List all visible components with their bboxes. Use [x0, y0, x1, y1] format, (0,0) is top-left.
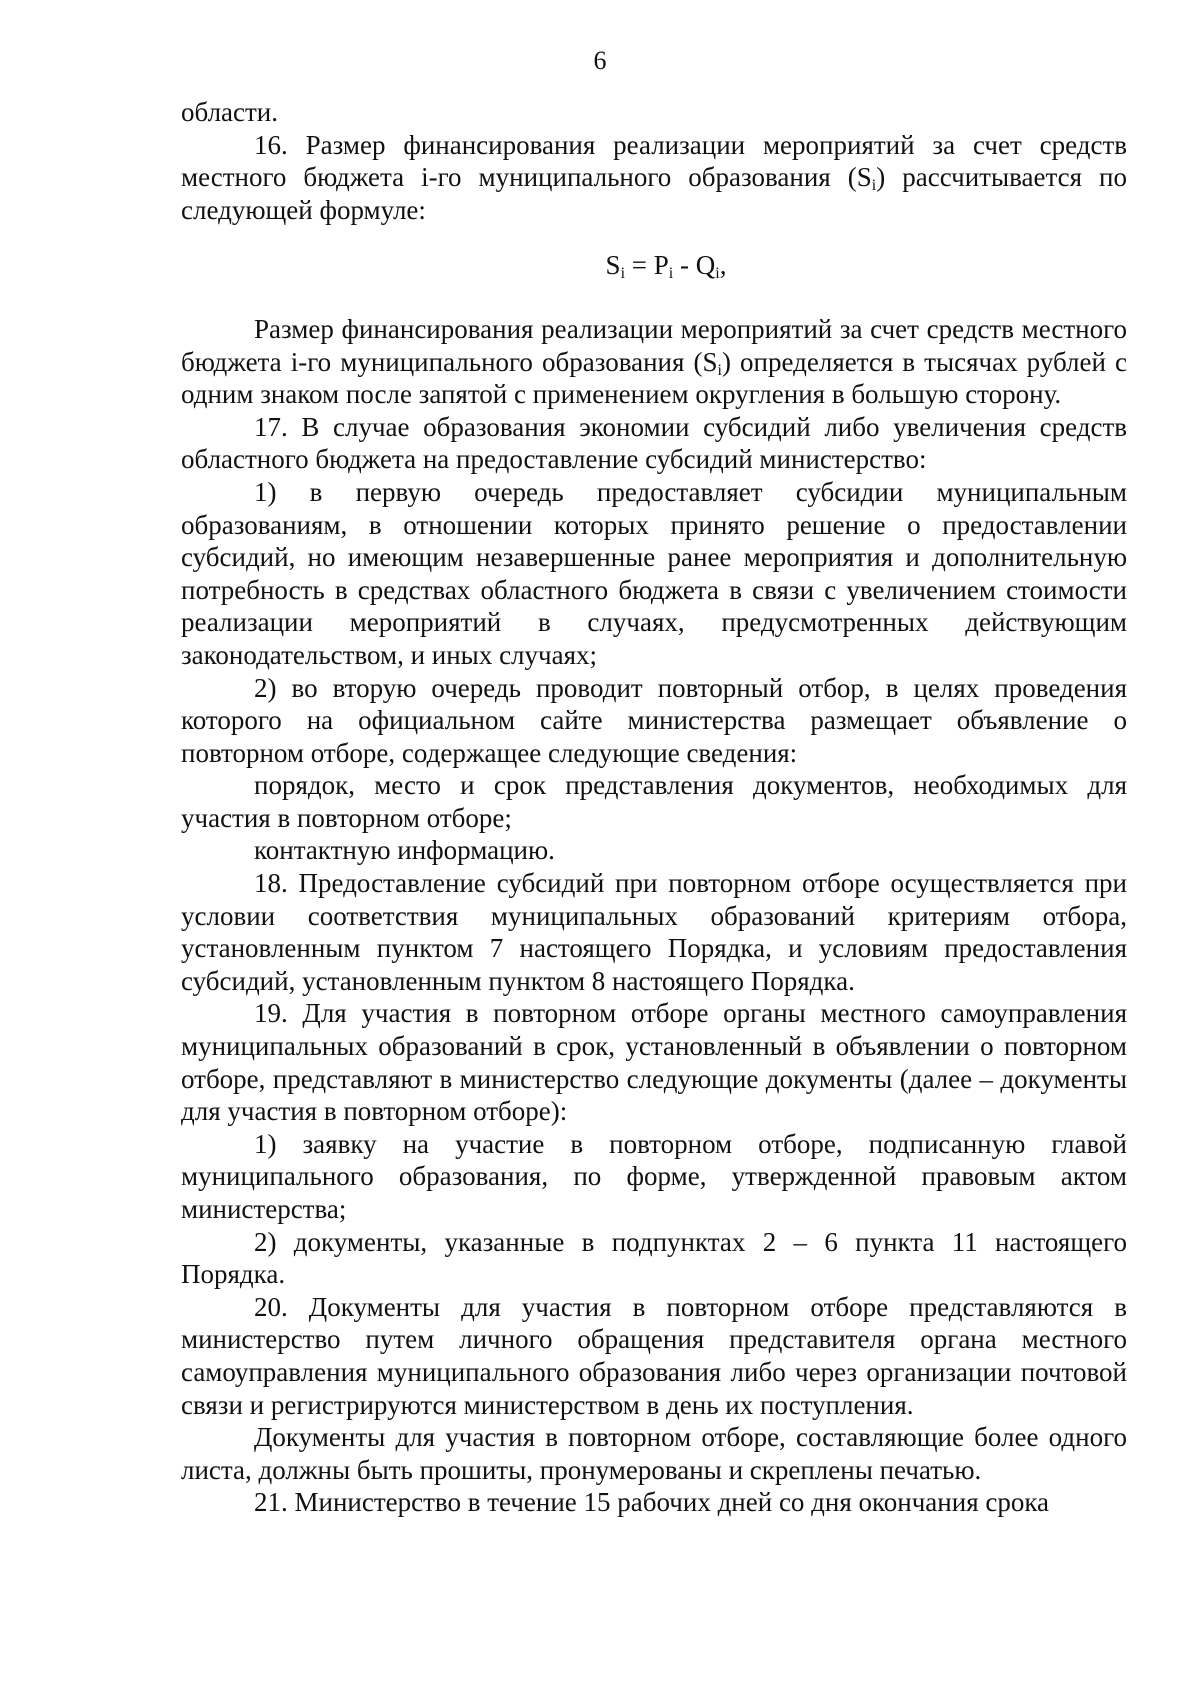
paragraph-16 [181, 129, 1127, 227]
paragraph-16-continued: Размер финансирования реализации мероприятий за счет средств местного бюджета i-го муниципального образования $(S_i)$ определяется в тысячах рублей с одним знаком после запятой с применением округления в большую сторону. [181, 313, 1127, 410]
document-body [181, 96, 1127, 1519]
paragraph-18: 18. Предоставление субсидий при повторном отборе осуществляется при условии соответствия муниципальных образований критериям отбора, установленным пунктом 7 настоящего Порядка, и условиям предоставления субсидий, установленным пунктом 8 настоящего Порядка. [181, 868, 1127, 996]
paragraph-continuation: области. [181, 97, 279, 127]
formula-minus: - [673, 250, 696, 281]
formula-s: S [605, 250, 621, 281]
page-number: 6 [593, 46, 607, 75]
paragraph-19: 19. Для участия в повторном отборе органы местного самоуправления муниципальных образований в срок, установленный в объявлении о повторном отборе, представляют в министерство следующие документы (далее – документы для участия в повторном отборе): [181, 998, 1127, 1127]
paragraph-17-item-2: 2) во вторую очередь проводит повторный отбор, в целях проведения которого на официальном сайте министерства размещает объявление о повторном отборе, содержащее следующие сведения: [181, 672, 1127, 768]
formula-q: Q [695, 250, 716, 281]
paragraph-17: 17. В случае образования экономии субсидий либо увеличения средств областного бюджета на предоставление субсидий министерство: [181, 411, 1127, 475]
paragraph-17-item-1: 1) в первую очередь предоставляет субсидии муниципальным образованиям, в отношении которых принято решение о предоставлении субсидий, но имеющим незавершенные ранее мероприятия и дополнительную потребность в средствах областного бюджета в связи с увеличением стоимости реализации мероприятий в случаях, предусмотренных действующим законодательством, и иных случаях; [181, 476, 1127, 670]
paragraph-21: 21. Министерство в течение 15 рабочих дней со дня окончания срока [254, 1487, 1050, 1518]
subscript-i: i [871, 177, 877, 195]
formula-comma: , [719, 250, 727, 281]
paragraph-19-item-2: 2) документы, указанные в подпунктах 2 – 6 пункта 11 настоящего Порядка. [181, 1226, 1127, 1290]
paragraph-20-continued: Документы для участия в повторном отборе, составляющие более одного листа, должны быть прошиты, пронумерованы и скреплены печатью. [181, 1422, 1127, 1485]
paragraph-17-item-2-contacts: контактную информацию. [254, 835, 555, 866]
formula-equals: = [625, 250, 654, 281]
paragraph-16-text: 16. Размер финансирования реализации мероприятий за счет средств местного бюджета i-го муниципального образования $(S_i)$ рассчитывается по следующей формуле: [181, 129, 1128, 225]
paragraph-20: 20. Документы для участия в повторном отборе представляются в министерство путем личного обращения представителя органа местного самоуправления муниципального образования либо через организации почтовой связи и регистрируются министерством в день их поступления. [181, 1291, 1127, 1420]
subscript-i: i [717, 361, 722, 379]
paragraph-17-item-2-details: порядок, место и срок представления документов, необходимых для участия в повторном отборе; [181, 770, 1127, 833]
formula-s-subscript: i [620, 265, 626, 283]
formula-q-subscript: i [715, 265, 720, 283]
formula-p: P [653, 250, 669, 281]
paragraph-19-item-1: 1) заявку на участие в повторном отборе, подписанную главой муниципального образования, по форме, утвержденной правовым актом министерства; [181, 1128, 1127, 1224]
formula-p-subscript: i [668, 265, 674, 283]
formula [181, 249, 1127, 282]
